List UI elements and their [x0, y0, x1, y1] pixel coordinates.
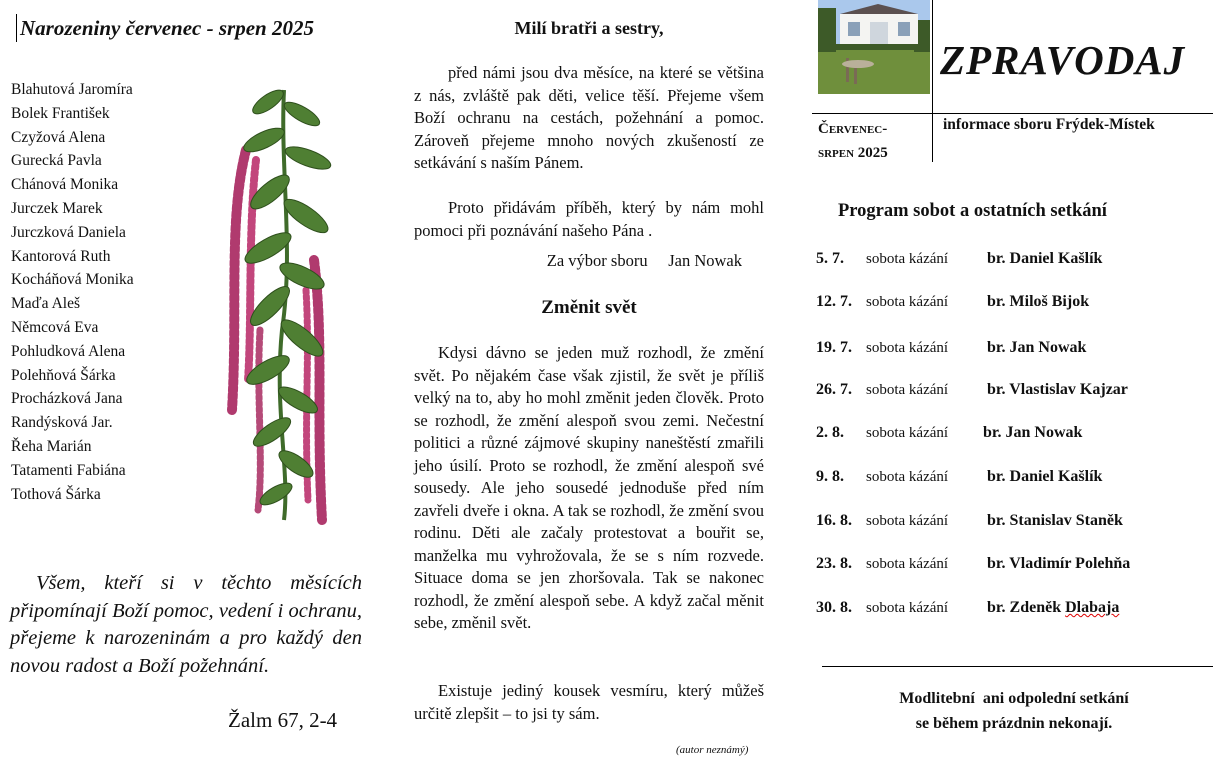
birthday-name: Kocháňová Monika [11, 271, 134, 289]
program-speaker: br. Zdeněk Dlabaja [987, 599, 1120, 616]
holiday-note [822, 686, 1206, 736]
program-date: 23. 8. [816, 555, 852, 572]
birthday-name: Bolek František [11, 104, 110, 122]
birthday-name: Tothová Šárka [11, 485, 101, 503]
program-date: 5. 7. [816, 250, 844, 267]
spellcheck-underline: Dlabaja [1065, 599, 1120, 616]
program-speaker: br. Vlastislav Kajzar [987, 381, 1128, 398]
letter-paragraph: před námi jsou dva měsíce, na které se většina z nás, zvláště pak děti, velice těší. Přejeme všem Boží ochranu na cestách, požehnání a pomoc. Zároveň přejeme mnoho nových zkušeností ze setkávání s naším Pánem. [414, 63, 764, 172]
program-event: sobota kázání [866, 382, 949, 398]
birthday-name: Czyžová Alena [11, 128, 106, 146]
program-speaker: br. Jan Nowak [983, 424, 1083, 441]
program-speaker: br. Jan Nowak [987, 339, 1087, 356]
program-event: sobota kázání [866, 425, 949, 441]
birthday-name: Kantorová Ruth [11, 247, 111, 265]
birthday-name: Gurecká Pavla [11, 152, 102, 170]
program-date: 9. 8. [816, 468, 844, 485]
program-title: Program sobot a ostatních setkání [838, 201, 1107, 221]
issue-period [818, 117, 930, 165]
birthday-wish: Všem, kteří si v těchto měsících připomínají Boží pomoc, vedení i ochranu, přejeme k narozeninám a pro každý den novou radost a Boží požehnání. [10, 572, 362, 677]
program-event: sobota kázání [866, 513, 949, 529]
psalm-reference: Žalm 67, 2-4 [228, 708, 338, 732]
program-date: 16. 8. [816, 512, 852, 529]
program-speaker: br. Stanislav Staněk [987, 512, 1123, 529]
program-date: 30. 8. [816, 599, 852, 616]
newsletter-title: ZPRAVODAJ [940, 37, 1186, 83]
birthday-name: Maďa Aleš [11, 295, 80, 313]
birthday-name: Jurczková Daniela [11, 223, 126, 241]
program-footer-divider [822, 666, 1213, 667]
program-event: sobota kázání [866, 294, 949, 310]
program-event: sobota kázání [866, 469, 949, 485]
holiday-note-line: se během prázdnin nekonají. [915, 715, 1113, 732]
masthead-divider-horizontal [812, 113, 1213, 114]
issue-month: Červenec- [818, 121, 888, 137]
program-event: sobota kázání [866, 340, 949, 356]
program-event: sobota kázání [866, 251, 949, 267]
newsletter-subtitle: informace sboru Frýdek-Místek [943, 116, 1155, 133]
birthday-name: Němcová Eva [11, 318, 99, 336]
birthday-name: Tatamenti Fabiána [11, 461, 126, 479]
program-event: sobota kázání [866, 600, 949, 616]
story-paragraph: Existuje jediný kousek vesmíru, který můžeš určitě zlepšit – to jsi ty sám. [414, 681, 764, 723]
story-author: (autor neznámý) [676, 744, 749, 756]
masthead-divider-vertical [932, 0, 933, 162]
birthday-name: Procházková Jana [11, 390, 123, 408]
birthdays-title: Narozeniny červenec - srpen 2025 [16, 14, 314, 42]
birthday-name: Jurczek Marek [11, 199, 103, 217]
amaranth-flower-illustration [198, 80, 368, 528]
birthday-name: Polehňová Šárka [11, 366, 116, 384]
program-event: sobota kázání [866, 556, 949, 572]
birthday-name: Randýsková Jar. [11, 414, 113, 432]
letter-signature: Za výbor sboru Jan Nowak [546, 251, 742, 270]
program-date: 19. 7. [816, 339, 852, 356]
program-date: 12. 7. [816, 293, 852, 310]
letter-paragraph: Proto přidávám příběh, který by nám mohl pomoci při poznávání našeho Pána . [414, 198, 764, 240]
birthday-name: Chánová Monika [11, 176, 119, 194]
letter-greeting: Milí bratři a sestry, [514, 18, 664, 38]
birthday-list [11, 78, 134, 506]
program-speaker: br. Miloš Bijok [987, 293, 1090, 310]
story-paragraph: Kdysi dávno se jeden muž rozhodl, že změní svět. Po nějakém čase však zjistil, že svět je příliš velký na to, aby ho mohl změnit jeden člověk. Proto se rozhodl, že změní alespoň svou zemi. Nečestní politici a různé zájmové skupiny naneštěstí zmařili jeho úsilí. Proto se rozhodl, že změní alespoň své sousedy. Ale jeho sousedé jednoduše před ním zavřeli dveře i okna. A tak se rozhodl, že změní svou rodinu. Děti ale začaly protestovat a bouřit se, manželka mu vyhrožovala, že se s ním rozvede. Situace doma se jen zhoršovala. Tak se nakonec rozhodl, že změní alespoň sebe. A když začal měnit sebe, změnil svět. [414, 343, 764, 632]
program-speaker: br. Vladimír Polehňa [987, 555, 1131, 572]
program-date: 2. 8. [816, 424, 844, 441]
program-speaker: br. Daniel Kašlík [987, 250, 1103, 267]
story-title: Změnit svět [541, 297, 637, 318]
birthday-name: Řeha Marián [11, 437, 92, 455]
church-building-photo [818, 0, 930, 94]
program-date: 26. 7. [816, 381, 852, 398]
holiday-note-line: Modlitební ani odpolední setkání [899, 690, 1129, 707]
birthday-name: Blahutová Jaromíra [11, 81, 133, 98]
program-speaker: br. Daniel Kašlík [987, 468, 1103, 485]
issue-month-year: srpen 2025 [818, 145, 888, 161]
birthday-name: Pohludková Alena [11, 342, 126, 360]
